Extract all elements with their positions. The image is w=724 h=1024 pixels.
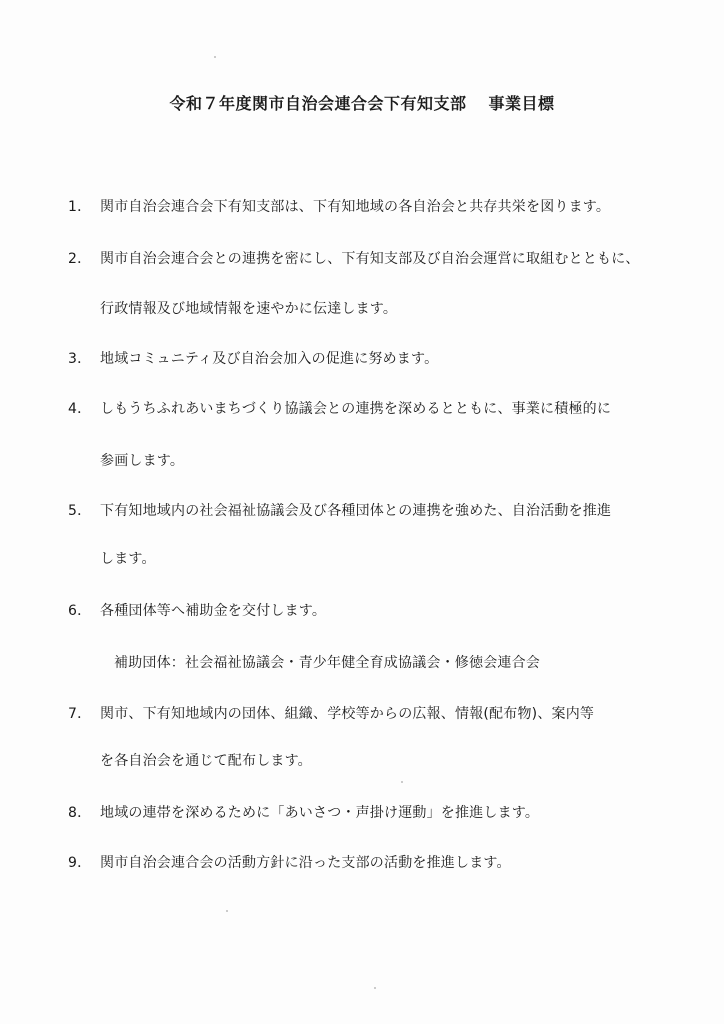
item-number-5: 5．: [68, 503, 92, 519]
item-number-4: 4．: [68, 401, 92, 417]
document-title: [0, 91, 724, 114]
item-4-line-2: 参画します。: [100, 453, 185, 469]
item-1-line-1: 関市自治会連合会下有知支部は、下有知地域の各自治会と共存共栄を図ります。: [100, 199, 611, 215]
scan-speck: [226, 910, 228, 912]
scan-speck: [374, 987, 376, 989]
item-number-8: 8．: [68, 805, 92, 821]
item-5-line-2: します。: [100, 551, 156, 567]
item-number-9: 9．: [68, 855, 92, 871]
item-number-2: 2．: [68, 251, 92, 267]
item-7-line-2: を各自治会を通じて配布します。: [100, 753, 312, 769]
item-number-6: 6．: [68, 603, 92, 619]
item-3-line-1: 地域コミュニティ及び自治会加入の促進に努めます。: [100, 351, 439, 367]
scan-speck: [214, 56, 216, 58]
item-2-line-1: 関市自治会連合会との連携を密にし、下有知支部及び自治会運営に取組むとともに、: [100, 251, 640, 267]
scan-speck: [401, 781, 403, 783]
item-9-line-1: 関市自治会連合会の活動方針に沿った支部の活動を推進します。: [100, 855, 511, 871]
item-8-line-1: 地域の連帯を深めるために「あいさつ・声掛け運動」を推進します。: [100, 805, 540, 821]
item-6-subsidy-groups: 補助団体：社会福祉協議会・青少年健全育成協議会・修徳会連合会: [114, 655, 540, 671]
item-2-line-2: 行政情報及び地域情報を速やかに伝達します。: [100, 301, 398, 317]
item-6-line-1: 各種団体等へ補助金を交付します。: [100, 603, 327, 619]
title-sub: 事業目標: [488, 94, 555, 113]
item-4-line-1: しもうちふれあいまちづくり協議会との連携を深めるとともに、事業に積極的に: [100, 401, 612, 417]
item-number-3: 3．: [68, 351, 92, 367]
item-number-1: 1．: [68, 199, 92, 215]
title-main: 令和７年度関市自治会連合会下有知支部: [169, 94, 467, 113]
item-7-line-1: 関市、下有知地域内の団体、組織、学校等からの広報、情報(配布物)、案内等: [100, 706, 595, 722]
item-5-line-1: 下有知地域内の社会福祉協議会及び各種団体との連携を強めた、自治活動を推進: [100, 503, 612, 519]
item-number-7: 7．: [68, 706, 92, 722]
